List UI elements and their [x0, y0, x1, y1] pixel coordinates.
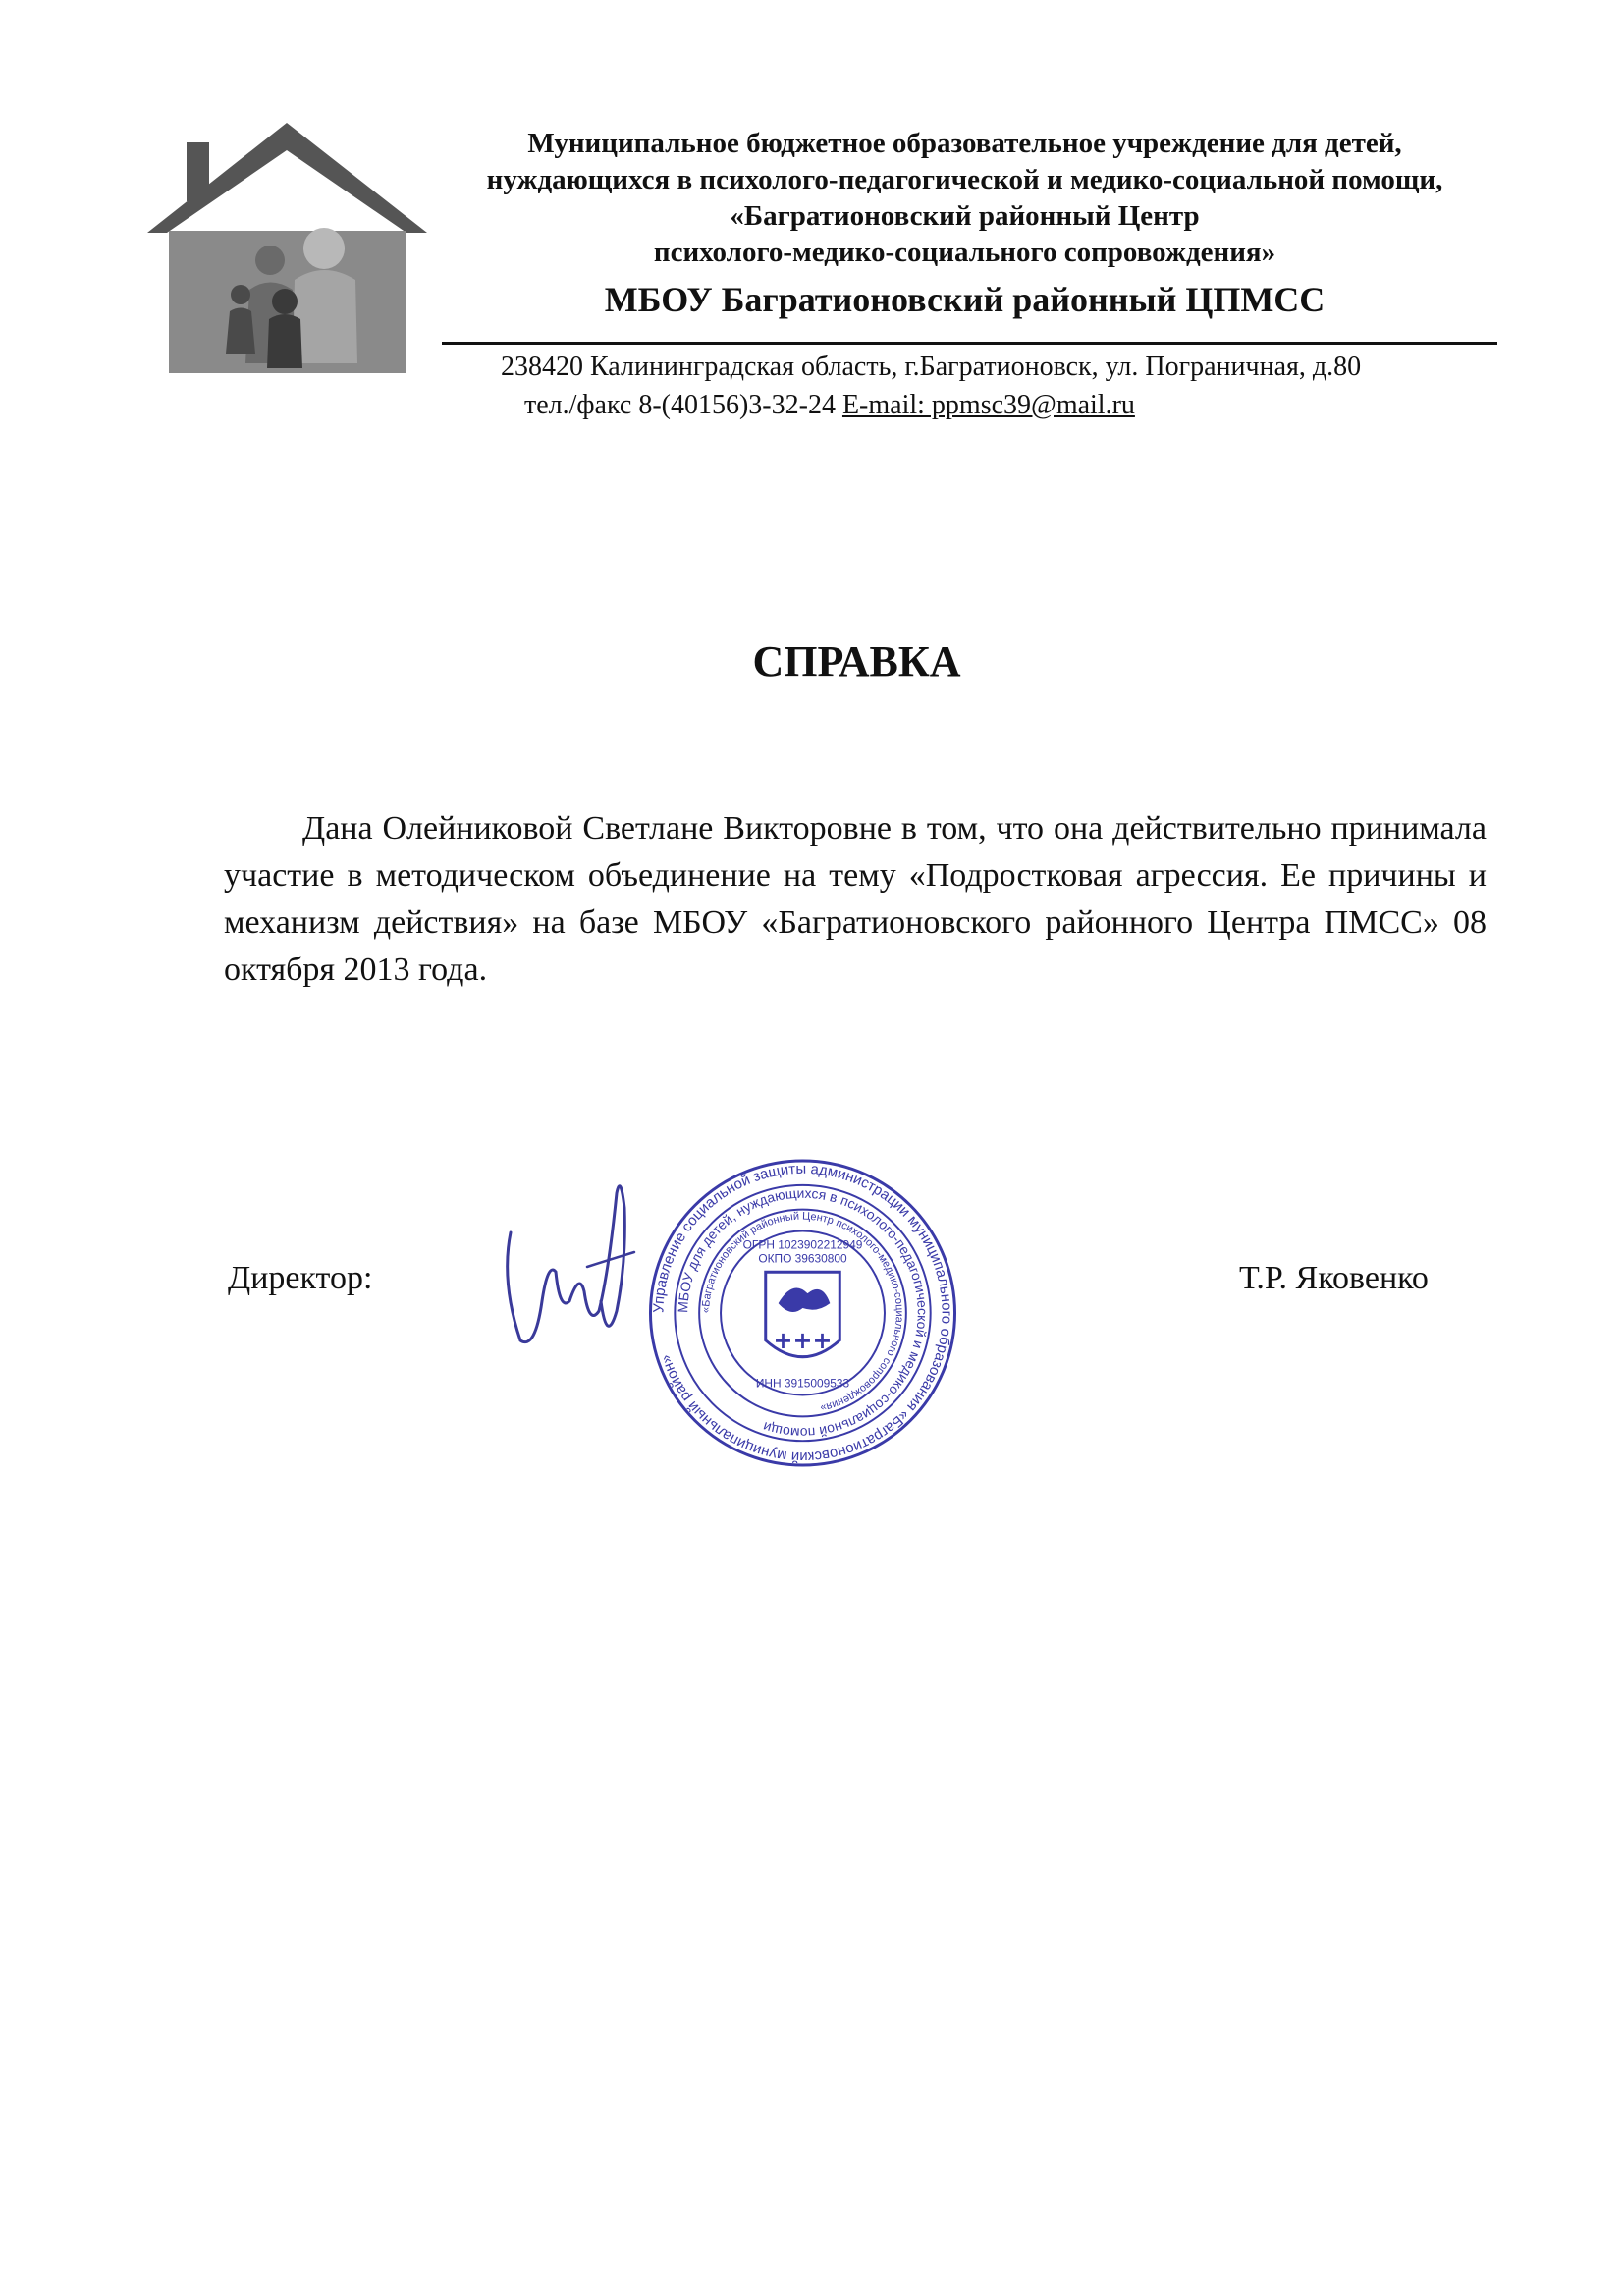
org-short-name: МБОУ Багратионовский районный ЦПМСС — [604, 280, 1326, 319]
document-body: Дана Олейниковой Светлане Викторовне в том, что она действительно принимала участие в методическом объединение на тему «Подростковая агрессия. Ее причины и механизм действия» на базе МБОУ «Багратионовского районного Центра ПМСС» 08 октября 2013 года. — [224, 810, 1487, 988]
signer-name: Т.Р. Яковенко — [1239, 1260, 1429, 1296]
seal-coat-of-arms-icon — [766, 1272, 840, 1356]
signature — [491, 1154, 638, 1360]
header-divider — [442, 342, 1497, 345]
org-name-line-3: «Багратионовский районный Центр — [730, 200, 1200, 232]
seal-okpo: ОКПО 39630800 — [758, 1251, 847, 1266]
org-name-line-2: нуждающихся в психолого-педагогической и медико-социальной помощи, — [486, 164, 1443, 195]
document-title: СПРАВКА — [752, 637, 961, 685]
svg-text:МБОУ для детей, нуждающихся в — [675, 1185, 931, 1442]
svg-text:Управление социальной защиты а — [651, 1162, 953, 1464]
signer-role: Директор: — [228, 1260, 373, 1296]
org-name-line-1: Муниципальное бюджетное образовательное учреждение для детей, — [527, 128, 1402, 159]
org-name-line-4: психолого-медико-социального сопровождения» — [653, 237, 1276, 268]
svg-text:+++: +++ — [773, 1326, 833, 1354]
org-phone: тел./факс 8-(40156)3-32-24 — [524, 390, 836, 420]
seal-middle-text: МБОУ для детей, нуждающихся в психолого-педагогической и медико-социальной помощи — [675, 1184, 931, 1442]
org-contacts — [524, 388, 1135, 423]
seal-outer-text: Управление социальной защиты администрации муниципального образования «Багратионовский муниципальный район» — [651, 1161, 954, 1465]
seal-ogrn: ОГРН 1023902212949 — [742, 1237, 863, 1252]
letterhead — [432, 126, 1497, 322]
seal-inner-text: «Багратионовский районный Центр психолого-медико-социального сопровождения» — [700, 1210, 905, 1414]
official-seal — [643, 1157, 962, 1469]
house-family-logo — [147, 123, 427, 373]
org-address: 238420 Калининградская область, г.Багратионовск, ул. Пограничная, д.80 — [501, 352, 1362, 382]
seal-inn: ИНН 3915009533 — [755, 1376, 850, 1391]
org-email: E-mail: ppmsc39@mail.ru — [841, 390, 1135, 420]
